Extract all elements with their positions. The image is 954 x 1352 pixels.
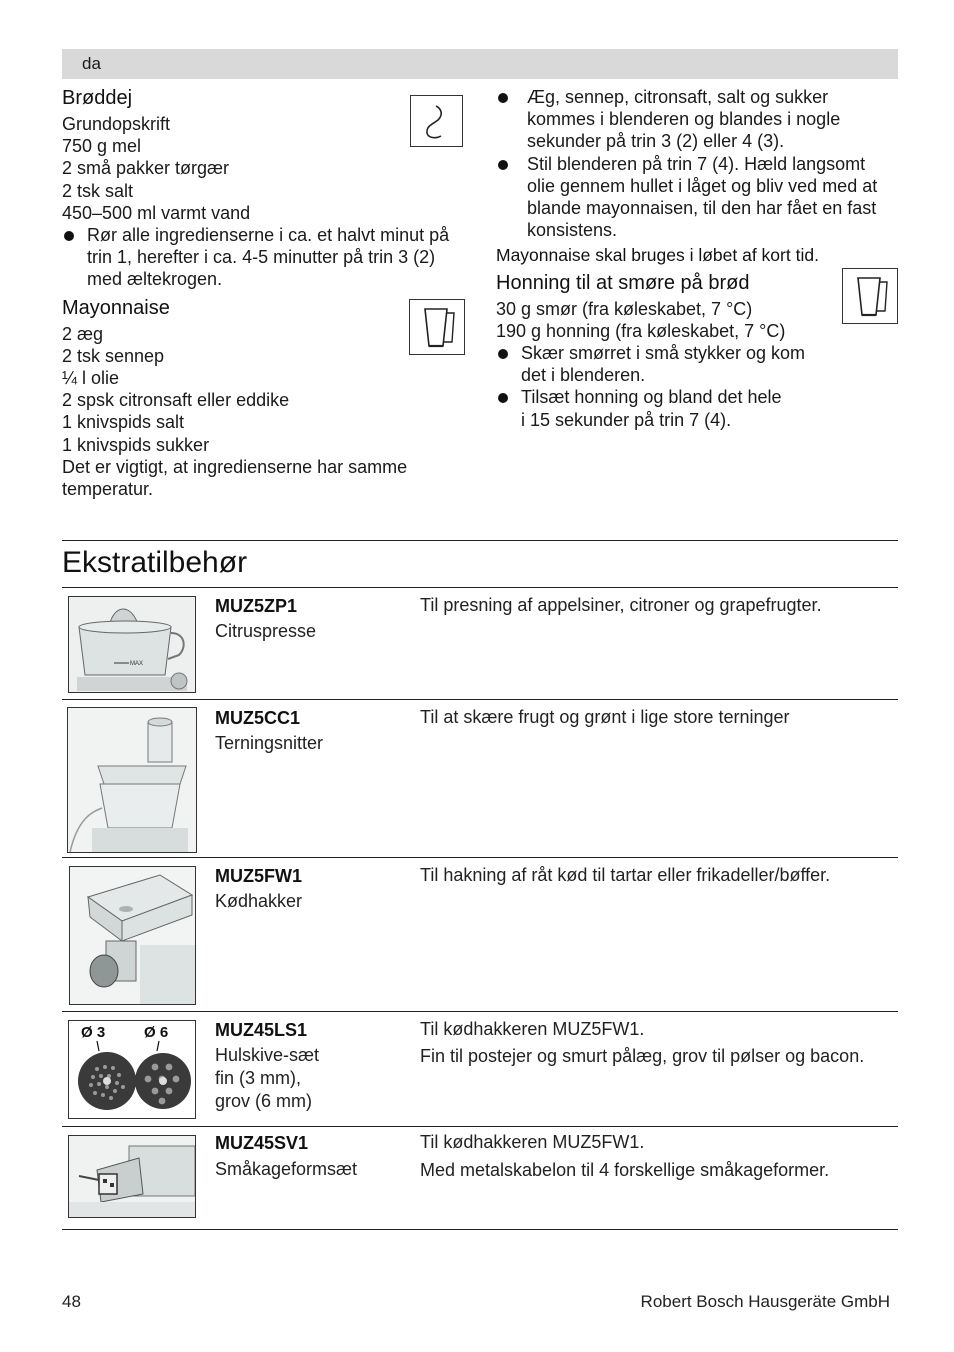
- ingredient-line: 2 tsk sennep: [62, 345, 165, 366]
- instruction-bullet: [496, 153, 898, 242]
- accessory-code: MUZ5FW1: [215, 866, 302, 886]
- honey-title: Honning til at smøre på brød: [496, 271, 750, 294]
- instruction-bullet: [496, 342, 898, 386]
- accessory-code: MUZ5ZP1: [215, 596, 298, 616]
- ingredient-line: 190 g honning (fra køleskabet, 7 °C): [496, 320, 786, 341]
- accessory-row: [62, 588, 898, 699]
- company-name: Robert Bosch Hausgeräte GmbH: [640, 1292, 890, 1311]
- note-line: temperatur.: [62, 479, 154, 500]
- accessory-name: Terningsnitter: [215, 733, 324, 753]
- accessory-name: Småkageformsæt: [215, 1159, 358, 1179]
- accessory-code: MUZ45LS1: [215, 1020, 308, 1040]
- bullet-line: Skær smørret i små stykker og kom: [521, 343, 806, 364]
- disc-label-fine: Ø 3: [81, 1024, 106, 1041]
- ingredient-line: 450–500 ml varmt vand: [62, 202, 251, 223]
- accessory-name: Kødhakker: [215, 891, 303, 911]
- accessory-description: Til at skære frugt og grønt i lige store terninger: [420, 707, 790, 727]
- bullet-line: med æltekrogen.: [87, 269, 223, 290]
- bullet-line: olie gennem hullet i låget og bliv ved med at: [527, 175, 878, 196]
- ingredient-line: 2 tsk salt: [62, 180, 134, 201]
- ingredient-line: 2 æg: [62, 323, 104, 344]
- instruction-bullet: [496, 386, 898, 430]
- page-number: 48: [62, 1292, 81, 1311]
- ingredient-line: 1 knivspids salt: [62, 412, 185, 433]
- accessory-row: [62, 1127, 898, 1229]
- bullet-line: kommes i blenderen og blandes i nogle: [527, 109, 841, 130]
- ingredient-line: 2 små pakker tørgær: [62, 158, 230, 179]
- accessories-title: Ekstratilbehør: [62, 546, 248, 579]
- accessory-name: Citruspresse: [215, 621, 317, 641]
- ingredient-line: 2 spsk citronsaft eller eddike: [62, 390, 290, 411]
- accessory-name: Hulskive-sæt: [215, 1045, 320, 1065]
- ingredient-line: ¼ l olie: [62, 368, 120, 389]
- bullet-line: det i blenderen.: [521, 365, 646, 386]
- dough-hook-icon: [410, 95, 463, 147]
- right-column: [496, 86, 898, 431]
- bullet-line: konsistens.: [527, 220, 618, 241]
- mayonnaise-note: Mayonnaise skal bruges i løbet af kort tid.: [496, 245, 819, 266]
- bullet-line: trin 1, herefter i ca. 4-5 minutter på trin 3 (2): [87, 247, 436, 268]
- bullet-line: i 15 sekunder på trin 7 (4).: [521, 409, 732, 430]
- bullet-line: sekunder på trin 3 (2) eller 4 (3).: [527, 131, 785, 152]
- language-code: da: [82, 54, 101, 73]
- bullet-line: Stil blenderen på trin 7 (4). Hæld langsomt: [527, 153, 866, 174]
- section-divider: [62, 540, 898, 541]
- max-mark: MAX: [130, 661, 144, 667]
- accessory-description: Fin til postejer og smurt pålæg, grov til pølser og bacon.: [420, 1046, 865, 1066]
- accessory-description: Til hakning af råt kød til tartar eller frikadeller/bøffer.: [420, 865, 831, 885]
- bullet-line: blande mayonnaisen, til den har fået en fast: [527, 198, 877, 219]
- meat-grinder-image: [69, 866, 196, 1005]
- breaddough-title: Brøddej: [62, 87, 133, 109]
- citrus-press-image: [68, 596, 196, 693]
- accessory-name: grov (6 mm): [215, 1091, 313, 1111]
- disc-label-coarse: Ø 6: [144, 1024, 169, 1041]
- ingredient-line: 1 knivspids sukker: [62, 434, 210, 455]
- table-bottom-rule: [62, 1229, 898, 1230]
- accessory-description: Med metalskabelon til 4 forskellige småkageformer.: [420, 1160, 830, 1180]
- language-bar: [62, 49, 898, 79]
- accessory-code: MUZ5CC1: [215, 708, 301, 728]
- blender-icon: [409, 299, 465, 355]
- accessory-row: [62, 1012, 898, 1126]
- bullet-line: Rør alle ingredienserne i ca. et halvt minut på: [87, 225, 450, 246]
- accessory-code: MUZ45SV1: [215, 1133, 309, 1153]
- note-line: Det er vigtigt, at ingredienserne har samme: [62, 456, 408, 477]
- cookie-former-image: [68, 1135, 196, 1218]
- accessory-row: [62, 858, 898, 1011]
- left-column: [62, 86, 462, 500]
- accessory-name: fin (3 mm),: [215, 1068, 302, 1088]
- blender-icon: [842, 268, 898, 324]
- mayonnaise-title: Mayonnaise: [62, 296, 170, 319]
- ingredient-line: Grundopskrift: [62, 114, 171, 134]
- accessory-description: Til kødhakkeren MUZ5FW1.: [420, 1132, 645, 1152]
- bullet-line: Æg, sennep, citronsaft, salt og sukker: [527, 87, 829, 107]
- grinding-discs-image: [68, 1020, 196, 1119]
- bullet-line: Tilsæt honning og bland det hele: [521, 387, 782, 408]
- accessory-row: [62, 700, 898, 857]
- instruction-bullet: [62, 224, 462, 291]
- dicer-image: [67, 707, 197, 853]
- ingredient-line: 30 g smør (fra køleskabet, 7 °C): [496, 298, 753, 319]
- accessory-description: Til presning af appelsiner, citroner og grapefrugter.: [420, 595, 822, 615]
- instruction-bullet: [496, 86, 898, 153]
- ingredient-line: 750 g mel: [62, 136, 142, 157]
- accessory-description: Til kødhakkeren MUZ5FW1.: [420, 1019, 645, 1039]
